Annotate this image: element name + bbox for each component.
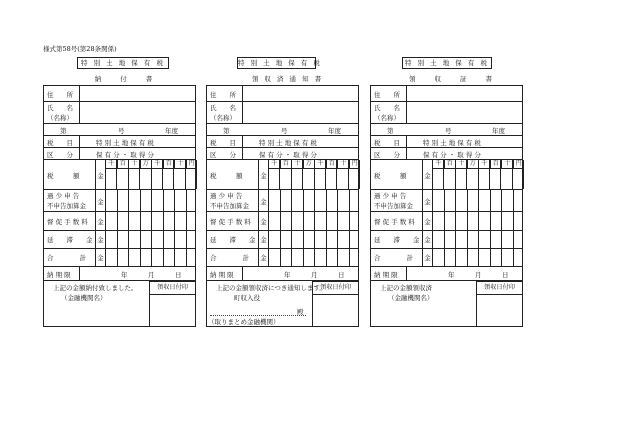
digit-grid: [433, 249, 524, 266]
address-label: 住 所: [207, 86, 243, 101]
due-date-label: 納 期 限: [371, 267, 407, 280]
digit-grid: [433, 160, 524, 189]
tax-item-row: [44, 136, 195, 148]
total-label: 合 計: [207, 249, 259, 266]
digit-cell: [491, 212, 503, 230]
digit-cell: [281, 212, 293, 230]
digit-unit-label: 十: [129, 160, 141, 168]
tax-amount-label: 税 額: [207, 160, 259, 189]
digit-grid: [269, 231, 360, 248]
digit-cell: [514, 231, 525, 248]
yen-mark: 金: [96, 212, 106, 230]
yen-mark: 金: [259, 212, 269, 230]
urge-fee-label: 督 促 手 数 料: [207, 212, 259, 230]
digit-grid: [106, 212, 197, 230]
penalty-row: [44, 190, 195, 212]
category-value: 保 有 分 ・ 取 得 分: [423, 151, 481, 159]
footer-line-4: （取りまとめ金融機関）: [208, 318, 280, 326]
digit-cell: [152, 190, 164, 211]
digit-cell: [315, 231, 327, 248]
yen-mark: 金: [423, 160, 433, 189]
tax-item-value: 特 別 土 地 保 有 税: [96, 139, 154, 147]
digit-cell: [491, 231, 503, 248]
penalty-row: [371, 190, 522, 212]
digit-cell: [152, 231, 164, 248]
digit-cell: [514, 212, 525, 230]
digit-cell: [141, 249, 153, 266]
due-date-row: 納 期 限 年 月 日: [207, 267, 358, 281]
tax-item-label: 税 目: [44, 136, 80, 147]
digit-cell: [141, 212, 153, 230]
digit-cell: [269, 231, 281, 248]
digit-cell: [445, 212, 457, 230]
name-row: [44, 102, 195, 124]
tax-amount-row: [207, 160, 358, 190]
yen-mark: 金: [259, 231, 269, 248]
digit-cell: [175, 249, 187, 266]
receipt-stamp-box: [312, 281, 358, 327]
digit-unit-label: 千: [152, 160, 164, 168]
digit-cell: [292, 212, 304, 230]
address-label: 住 所: [44, 86, 80, 101]
digit-unit-label: 百: [118, 160, 130, 168]
digit-cell: [187, 249, 198, 266]
digit-grid: [106, 160, 197, 189]
arrears-label: 延 滞 金: [371, 231, 423, 248]
name-label: 氏 名 （名称）: [207, 102, 243, 123]
digit-cell: [327, 190, 339, 211]
form-column-1: [43, 57, 206, 327]
digit-cell: [118, 212, 130, 230]
total-label: 合 計: [371, 249, 423, 266]
tax-name-box: 特 別 土 地 保 有 税: [402, 57, 492, 69]
digit-unit-label: 十: [175, 160, 187, 168]
digit-cell: [433, 212, 445, 230]
digit-cell: [269, 249, 281, 266]
document-title: 領 収 済 通 知 書: [251, 75, 324, 83]
digit-unit-label: 百: [164, 160, 176, 168]
tax-name-box: 特 別 土 地 保 有 税: [238, 59, 322, 67]
digit-unit-row: [433, 160, 524, 169]
arrears-label: 延 滞 金: [207, 231, 259, 248]
digit-cell: [269, 212, 281, 230]
digit-cell: [129, 190, 141, 211]
digit-unit-label: 千: [315, 160, 327, 168]
tax-item-row: [371, 136, 522, 148]
address-label: 住 所: [371, 86, 407, 101]
footer-line-2: 町収入役: [234, 294, 260, 302]
digit-cell: [106, 231, 118, 248]
digit-unit-label: 百: [281, 160, 293, 168]
arrears-row: [207, 231, 358, 249]
footer-line-2: （金融機関名）: [388, 294, 434, 302]
urge-fee-row: [44, 212, 195, 231]
digit-grid: [269, 190, 360, 211]
urge-fee-label: 督 促 手 数 料: [371, 212, 423, 230]
digit-cell: [350, 249, 361, 266]
yen-mark: 金: [259, 190, 269, 211]
digit-cell: [292, 249, 304, 266]
digit-cell: [338, 249, 350, 266]
digit-cell: [129, 212, 141, 230]
total-row: [207, 249, 358, 267]
digit-cell: [118, 231, 130, 248]
digit-grid: [106, 249, 197, 266]
digit-grid: [106, 231, 197, 248]
signature-dotted-line: [210, 315, 306, 316]
category-row: [207, 148, 358, 160]
penalty-label: 過 少 申 告 不申告加算金: [207, 190, 259, 211]
penalty-label: 過 少 申 告 不申告加算金: [44, 190, 96, 211]
digit-cell: [118, 249, 130, 266]
arrears-row: [371, 231, 522, 249]
tax-amount-row: [371, 160, 522, 190]
yen-mark: 金: [423, 190, 433, 211]
digit-unit-label: 千: [269, 160, 281, 168]
digit-unit-row: [269, 160, 360, 169]
receipt-stamp-label: 領収日付印: [313, 282, 358, 295]
digit-cell: [479, 249, 491, 266]
document-title: 領 収 証 書: [409, 75, 494, 83]
address-row: [44, 86, 195, 102]
number-year-row: 第 号 年度: [207, 124, 358, 136]
digit-cell: [164, 231, 176, 248]
digit-cell: [327, 249, 339, 266]
address-row: [207, 86, 358, 102]
digit-cell: [141, 190, 153, 211]
digit-cell: [502, 249, 514, 266]
digit-cell: [269, 190, 281, 211]
name-row: [207, 102, 358, 124]
digit-cell: [445, 231, 457, 248]
digit-unit-label: 千: [479, 160, 491, 168]
arrears-row: [44, 231, 195, 249]
digit-grid: [433, 231, 524, 248]
digit-cell: [292, 190, 304, 211]
urge-fee-row: [371, 212, 522, 231]
digit-cell: [141, 231, 153, 248]
tax-item-label: 税 目: [371, 136, 407, 147]
digit-cell: [106, 190, 118, 211]
digit-unit-label: 万: [141, 160, 153, 168]
digit-unit-label: 十: [502, 160, 514, 168]
digit-grid: [269, 212, 360, 230]
footer-line-1: 上記の金額領収済: [380, 284, 432, 292]
footer-line-1: 上記の金額領収済につき通知します。: [216, 284, 326, 292]
tax-item-label: 税 目: [207, 136, 243, 147]
yen-mark: 金: [96, 249, 106, 266]
digit-cell: [315, 212, 327, 230]
form-table: [370, 85, 523, 327]
digit-cell: [327, 231, 339, 248]
due-date-row: 納 期 限 年 月 日: [44, 267, 195, 281]
tax-name-box: 特 別 土 地 保 有 税: [77, 57, 169, 69]
digit-cell: [304, 212, 316, 230]
digit-cell: [106, 212, 118, 230]
form-column-2: [206, 57, 369, 327]
digit-cell: [502, 231, 514, 248]
arrears-label: 延 滞 金: [44, 231, 96, 248]
digit-cell: [514, 190, 525, 211]
digit-unit-label: 千: [106, 160, 118, 168]
digit-unit-label: 千: [433, 160, 445, 168]
digit-unit-label: 円: [515, 160, 522, 167]
digit-cell: [468, 231, 480, 248]
category-label: 区 分: [207, 148, 243, 159]
digit-unit-label: 百: [491, 160, 503, 168]
digit-cell: [281, 249, 293, 266]
digit-cell: [338, 231, 350, 248]
due-date-label: 納 期 限: [44, 267, 80, 280]
footer-area: [371, 281, 522, 327]
digit-cell: [479, 212, 491, 230]
total-label: 合 計: [44, 249, 96, 266]
footer-area: [44, 281, 195, 327]
digit-cell: [175, 190, 187, 211]
digit-cell: [292, 231, 304, 248]
digit-cell: [164, 212, 176, 230]
digit-cell: [456, 190, 468, 211]
name-label: 氏 名 （名称）: [44, 102, 80, 123]
digit-cell: [281, 231, 293, 248]
digit-unit-label: 万: [304, 160, 316, 168]
digit-cell: [106, 249, 118, 266]
digit-grid: [433, 212, 524, 230]
digit-grid: [433, 190, 524, 211]
number-year-row: 第 号 年度: [371, 124, 522, 136]
category-label: 区 分: [371, 148, 407, 159]
digit-cell: [175, 212, 187, 230]
digit-cell: [129, 249, 141, 266]
yen-mark: 金: [423, 231, 433, 248]
address-row: [371, 86, 522, 102]
digit-cell: [118, 190, 130, 211]
receipt-stamp-label: 領収日付印: [150, 282, 195, 295]
tax-amount-label: 税 額: [371, 160, 423, 189]
total-row: [371, 249, 522, 267]
digit-cell: [350, 190, 361, 211]
digit-grid: [269, 249, 360, 266]
digit-cell: [350, 231, 361, 248]
digit-cell: [445, 190, 457, 211]
digit-cell: [456, 212, 468, 230]
tax-amount-label: 税 額: [44, 160, 96, 189]
penalty-row: [207, 190, 358, 212]
digit-cell: [338, 212, 350, 230]
urge-fee-row: [207, 212, 358, 231]
digit-cell: [479, 190, 491, 211]
digit-cell: [304, 231, 316, 248]
digit-unit-label: 十: [338, 160, 350, 168]
due-date-row: 納 期 限 年 月 日: [371, 267, 522, 281]
form-table: [206, 85, 359, 327]
digit-cell: [468, 249, 480, 266]
digit-unit-label: 百: [445, 160, 457, 168]
digit-cell: [468, 190, 480, 211]
digit-cell: [468, 212, 480, 230]
tax-item-value: 特 別 土 地 保 有 税: [259, 139, 317, 147]
digit-cell: [491, 249, 503, 266]
digit-cell: [304, 249, 316, 266]
digit-unit-label: 円: [351, 160, 358, 167]
digit-cell: [281, 190, 293, 211]
name-row: [371, 102, 522, 124]
footer-line-2: （金融機関名）: [61, 294, 107, 302]
form-number: 様式第58号(第28条関係): [43, 45, 117, 53]
digit-cell: [433, 190, 445, 211]
form-column-3: [370, 57, 533, 327]
yen-mark: 金: [96, 190, 106, 211]
digit-cell: [187, 190, 198, 211]
digit-unit-label: 十: [292, 160, 304, 168]
digit-cell: [502, 212, 514, 230]
digit-cell: [304, 190, 316, 211]
digit-cell: [152, 212, 164, 230]
digit-cell: [514, 249, 525, 266]
footer-area: [207, 281, 358, 327]
yen-mark: 金: [96, 160, 106, 189]
footer-line-1: 上記の金額納付致しました。: [53, 284, 138, 292]
tax-item-value: 特 別 土 地 保 有 税: [423, 139, 481, 147]
name-label: 氏 名 （名称）: [371, 102, 407, 123]
digit-cell: [187, 212, 198, 230]
digit-cell: [479, 231, 491, 248]
yen-mark: 金: [259, 160, 269, 189]
category-value: 保 有 分 ・ 取 得 分: [259, 151, 317, 159]
digit-cell: [129, 231, 141, 248]
category-value: 保 有 分 ・ 取 得 分: [96, 151, 154, 159]
digit-cell: [491, 190, 503, 211]
digit-cell: [315, 190, 327, 211]
tax-amount-row: [44, 160, 195, 190]
yen-mark: 金: [423, 212, 433, 230]
receipt-stamp-label: 領収日付印: [477, 282, 522, 295]
yen-mark: 金: [423, 249, 433, 266]
digit-cell: [456, 231, 468, 248]
digit-cell: [187, 231, 198, 248]
digit-cell: [315, 249, 327, 266]
digit-cell: [327, 212, 339, 230]
digit-cell: [164, 249, 176, 266]
document-title: 納 付 書: [94, 75, 155, 83]
digit-cell: [338, 190, 350, 211]
category-row: [371, 148, 522, 160]
digit-cell: [433, 231, 445, 248]
form-table: [43, 85, 196, 327]
digit-cell: [433, 249, 445, 266]
digit-cell: [350, 212, 361, 230]
tax-item-row: [207, 136, 358, 148]
digit-grid: [106, 190, 197, 211]
yen-mark: 金: [96, 231, 106, 248]
digit-cell: [502, 190, 514, 211]
total-row: [44, 249, 195, 267]
penalty-label: 過 少 申 告 不申告加算金: [371, 190, 423, 211]
digit-cell: [175, 231, 187, 248]
digit-unit-label: 百: [327, 160, 339, 168]
digit-cell: [445, 249, 457, 266]
receipt-stamp-box: [476, 281, 522, 327]
digit-unit-label: 十: [456, 160, 468, 168]
receipt-stamp-box: [149, 281, 195, 327]
yen-mark: 金: [259, 249, 269, 266]
digit-grid: [269, 160, 360, 189]
digit-unit-label: 円: [188, 160, 195, 167]
digit-cell: [152, 249, 164, 266]
digit-cell: [164, 190, 176, 211]
category-row: [44, 148, 195, 160]
digit-unit-label: 万: [468, 160, 480, 168]
due-date-label: 納 期 限: [207, 267, 243, 280]
footer-line-3: 殿: [297, 308, 304, 316]
urge-fee-label: 督 促 手 数 料: [44, 212, 96, 230]
category-label: 区 分: [44, 148, 80, 159]
digit-unit-row: [106, 160, 197, 169]
digit-cell: [456, 249, 468, 266]
number-year-row: 第 号 年度: [44, 124, 195, 136]
